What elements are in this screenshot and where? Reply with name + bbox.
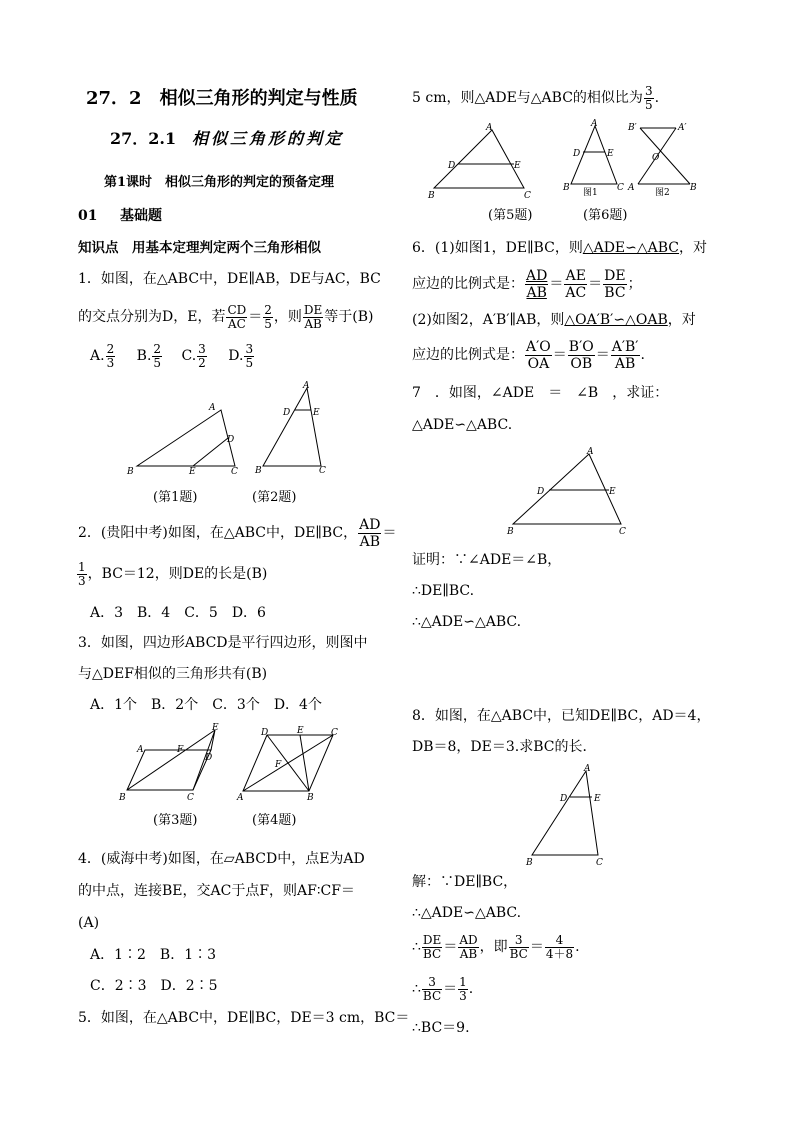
knowledge-point: 知识点 用基本定理判定两个三角形相似	[78, 240, 321, 256]
svg-text:F: F	[177, 745, 184, 755]
svg-text:F: F	[275, 760, 282, 770]
q2-line2: $\frac{1}{3}$ ，BC＝12，则DE的长是(B)	[78, 559, 268, 588]
svg-text:E: E	[297, 726, 304, 736]
q5-line2: 5 cm，则△ADE与△ABC的相似比为 $\frac{3}{5}$ .	[412, 83, 660, 112]
svg-text:A′: A′	[678, 123, 687, 133]
q6-line3: (2)如图2，A′B′∥AB，则△OA′B′∽△OAB，对	[412, 312, 696, 328]
caption-q1: (第1题)	[153, 490, 198, 505]
q2-options: A．3 B．4 C．5 D．6	[90, 605, 266, 621]
level-number: 01	[78, 208, 98, 224]
caption-q4: (第4题)	[252, 813, 297, 828]
q4-line2: 的中点，连接BE，交AC于点F，则AF∶CF＝	[78, 883, 355, 899]
q8-solution-2: ∴△ADE∽△ABC.	[412, 905, 522, 921]
caption-fig1: 图1	[583, 188, 598, 198]
caption-q3: (第3题)	[153, 813, 198, 828]
q1-line2: 的交点分别为D，E，若 $\frac{CD}{AC}$ ＝ $\frac{2}{5}$ ，则 $\frac{DE}{AB}$ 等于(B)	[78, 302, 374, 331]
q2-line1: 2．(贵阳中考)如图，在△ABC中，DE∥BC， $\frac{AD}{AB}$ ＝	[78, 516, 397, 550]
svg-text:B: B	[255, 466, 262, 476]
caption-q5: (第5题)	[488, 208, 533, 223]
svg-text:E: E	[189, 467, 196, 477]
figure-q4	[237, 727, 347, 802]
q4-options-row1: A．1∶2 B．1∶3	[90, 947, 217, 963]
q8-solution-3: ∴ $\frac{DE}{BC}$ ＝ $\frac{AD}{AB}$ ，即 $\frac{3}{BC}$ ＝ $\frac{4}{4+8}$ .	[412, 932, 580, 961]
svg-text:A: A	[209, 403, 216, 413]
svg-text:B: B	[119, 793, 126, 803]
q7-line1: 7 ．如图，∠ADE ＝ ∠B ，求证：	[412, 385, 669, 401]
q6-line2: 应边的比例式是： $\frac{AD}{AB}$ ＝ $\frac{AE}{AC}$ ＝ $\frac{DE}{BC}$ ；	[412, 267, 642, 301]
svg-text:B: B	[127, 467, 134, 477]
svg-text:A: A	[303, 381, 310, 391]
svg-text:D: D	[560, 794, 568, 804]
q1-line1: 1．如图，在△ABC中，DE∥AB，DE与AC，BC	[78, 271, 381, 287]
svg-text:A: A	[237, 793, 244, 803]
caption-q6: (第6题)	[583, 208, 628, 223]
q7-proof-1: 证明：∵∠ADE＝∠B，	[412, 552, 562, 568]
svg-text:D: D	[205, 753, 213, 763]
q7-proof-2: ∴DE∥BC.	[412, 583, 475, 599]
svg-text:A: A	[137, 745, 144, 755]
q3-options: A．1个 B．2个 C．3个 D．4个	[90, 697, 322, 713]
figure-q2	[255, 383, 340, 478]
svg-text:B: B	[526, 858, 533, 868]
q4-line3: (A)	[78, 915, 100, 931]
q7-proof-3: ∴△ADE∽△ABC.	[412, 614, 522, 630]
svg-text:A: A	[628, 183, 635, 193]
figure-q1	[125, 400, 245, 480]
level-title: 基础题	[120, 208, 162, 224]
svg-text:C: C	[331, 728, 338, 738]
svg-text:D: D	[283, 408, 291, 418]
svg-text:E: E	[594, 794, 601, 804]
svg-text:E: E	[313, 408, 320, 418]
svg-text:C: C	[187, 793, 194, 803]
q6-line1: 6．(1)如图1，DE∥BC，则△ADE∽△ABC，对	[412, 240, 708, 256]
svg-text:C: C	[596, 858, 603, 868]
q8-line2: DB＝8，DE＝3.求BC的长．	[412, 739, 597, 755]
q3-line2: 与△DEF相似的三角形共有(B)	[78, 666, 268, 682]
lesson-title: 第1课时 相似三角形的判定的预备定理	[104, 175, 335, 190]
q8-solution-1: 解：∵DE∥BC，	[412, 874, 518, 890]
svg-text:B: B	[307, 793, 314, 803]
svg-text:B: B	[428, 191, 435, 201]
q8-solution-5: ∴BC＝9.	[412, 1020, 470, 1036]
q8-solution-4: ∴ $\frac{3}{BC}$ ＝ $\frac{1}{3}$ .	[412, 974, 474, 1003]
svg-text:A: A	[591, 119, 598, 129]
q4-line1: 4．(威海中考)如图，在▱ABCD中，点E为AD	[78, 851, 365, 867]
q3-line1: 3．如图，四边形ABCD是平行四边形，则图中	[78, 635, 368, 651]
subsection-number: 27．2.1	[110, 129, 177, 148]
svg-text:O: O	[652, 153, 660, 163]
svg-text:C: C	[231, 467, 238, 477]
svg-text:A: A	[584, 764, 591, 774]
svg-text:B: B	[690, 183, 697, 193]
caption-q2: (第2题)	[252, 490, 297, 505]
svg-text:D: D	[227, 435, 235, 445]
svg-text:B′: B′	[628, 123, 637, 133]
svg-text:B: B	[563, 183, 570, 193]
svg-text:B: B	[507, 527, 514, 537]
figure-q5	[428, 122, 538, 202]
svg-text:C: C	[319, 466, 326, 476]
svg-text:E: E	[212, 723, 219, 733]
svg-text:C: C	[524, 191, 531, 201]
svg-text:C: C	[617, 183, 624, 193]
figure-q8	[522, 763, 612, 873]
q5-line1: 5．如图，在△ABC中，DE∥BC，DE＝3 cm，BC＝	[78, 1010, 410, 1026]
figure-q7	[505, 446, 635, 541]
svg-text:D: D	[448, 161, 456, 171]
svg-text:A: A	[486, 123, 493, 133]
svg-text:C: C	[619, 527, 626, 537]
q7-line2: △ADE∽△ABC.	[412, 417, 513, 433]
figure-q3	[117, 722, 232, 802]
subsection-title: 相似三角形的判定	[192, 129, 345, 148]
svg-text:A: A	[587, 447, 594, 457]
q4-options-row2: C．2∶3 D．2∶5	[90, 978, 218, 994]
svg-text:E: E	[514, 161, 521, 171]
q1-options: A. $\frac{2}{3}$ B. $\frac{2}{5}$ C. $\frac{3}{2}$ D. $\frac{3}{5}$	[90, 341, 254, 370]
svg-text:E: E	[609, 487, 616, 497]
q8-line1: 8．如图，在△ABC中，已知DE∥BC，AD＝4，	[412, 708, 711, 724]
section-title: 27．2 相似三角形的判定与性质	[86, 88, 358, 109]
svg-text:D: D	[261, 728, 269, 738]
q6-line4: 应边的比例式是： $\frac{A'O}{OA}$ ＝ $\frac{B'O}{OB}$ ＝ $\frac{A'B'}{AB}$ .	[412, 338, 645, 372]
caption-fig2: 图2	[655, 188, 670, 198]
svg-text:D: D	[537, 487, 545, 497]
svg-text:E: E	[607, 149, 614, 159]
svg-text:D: D	[573, 149, 581, 159]
